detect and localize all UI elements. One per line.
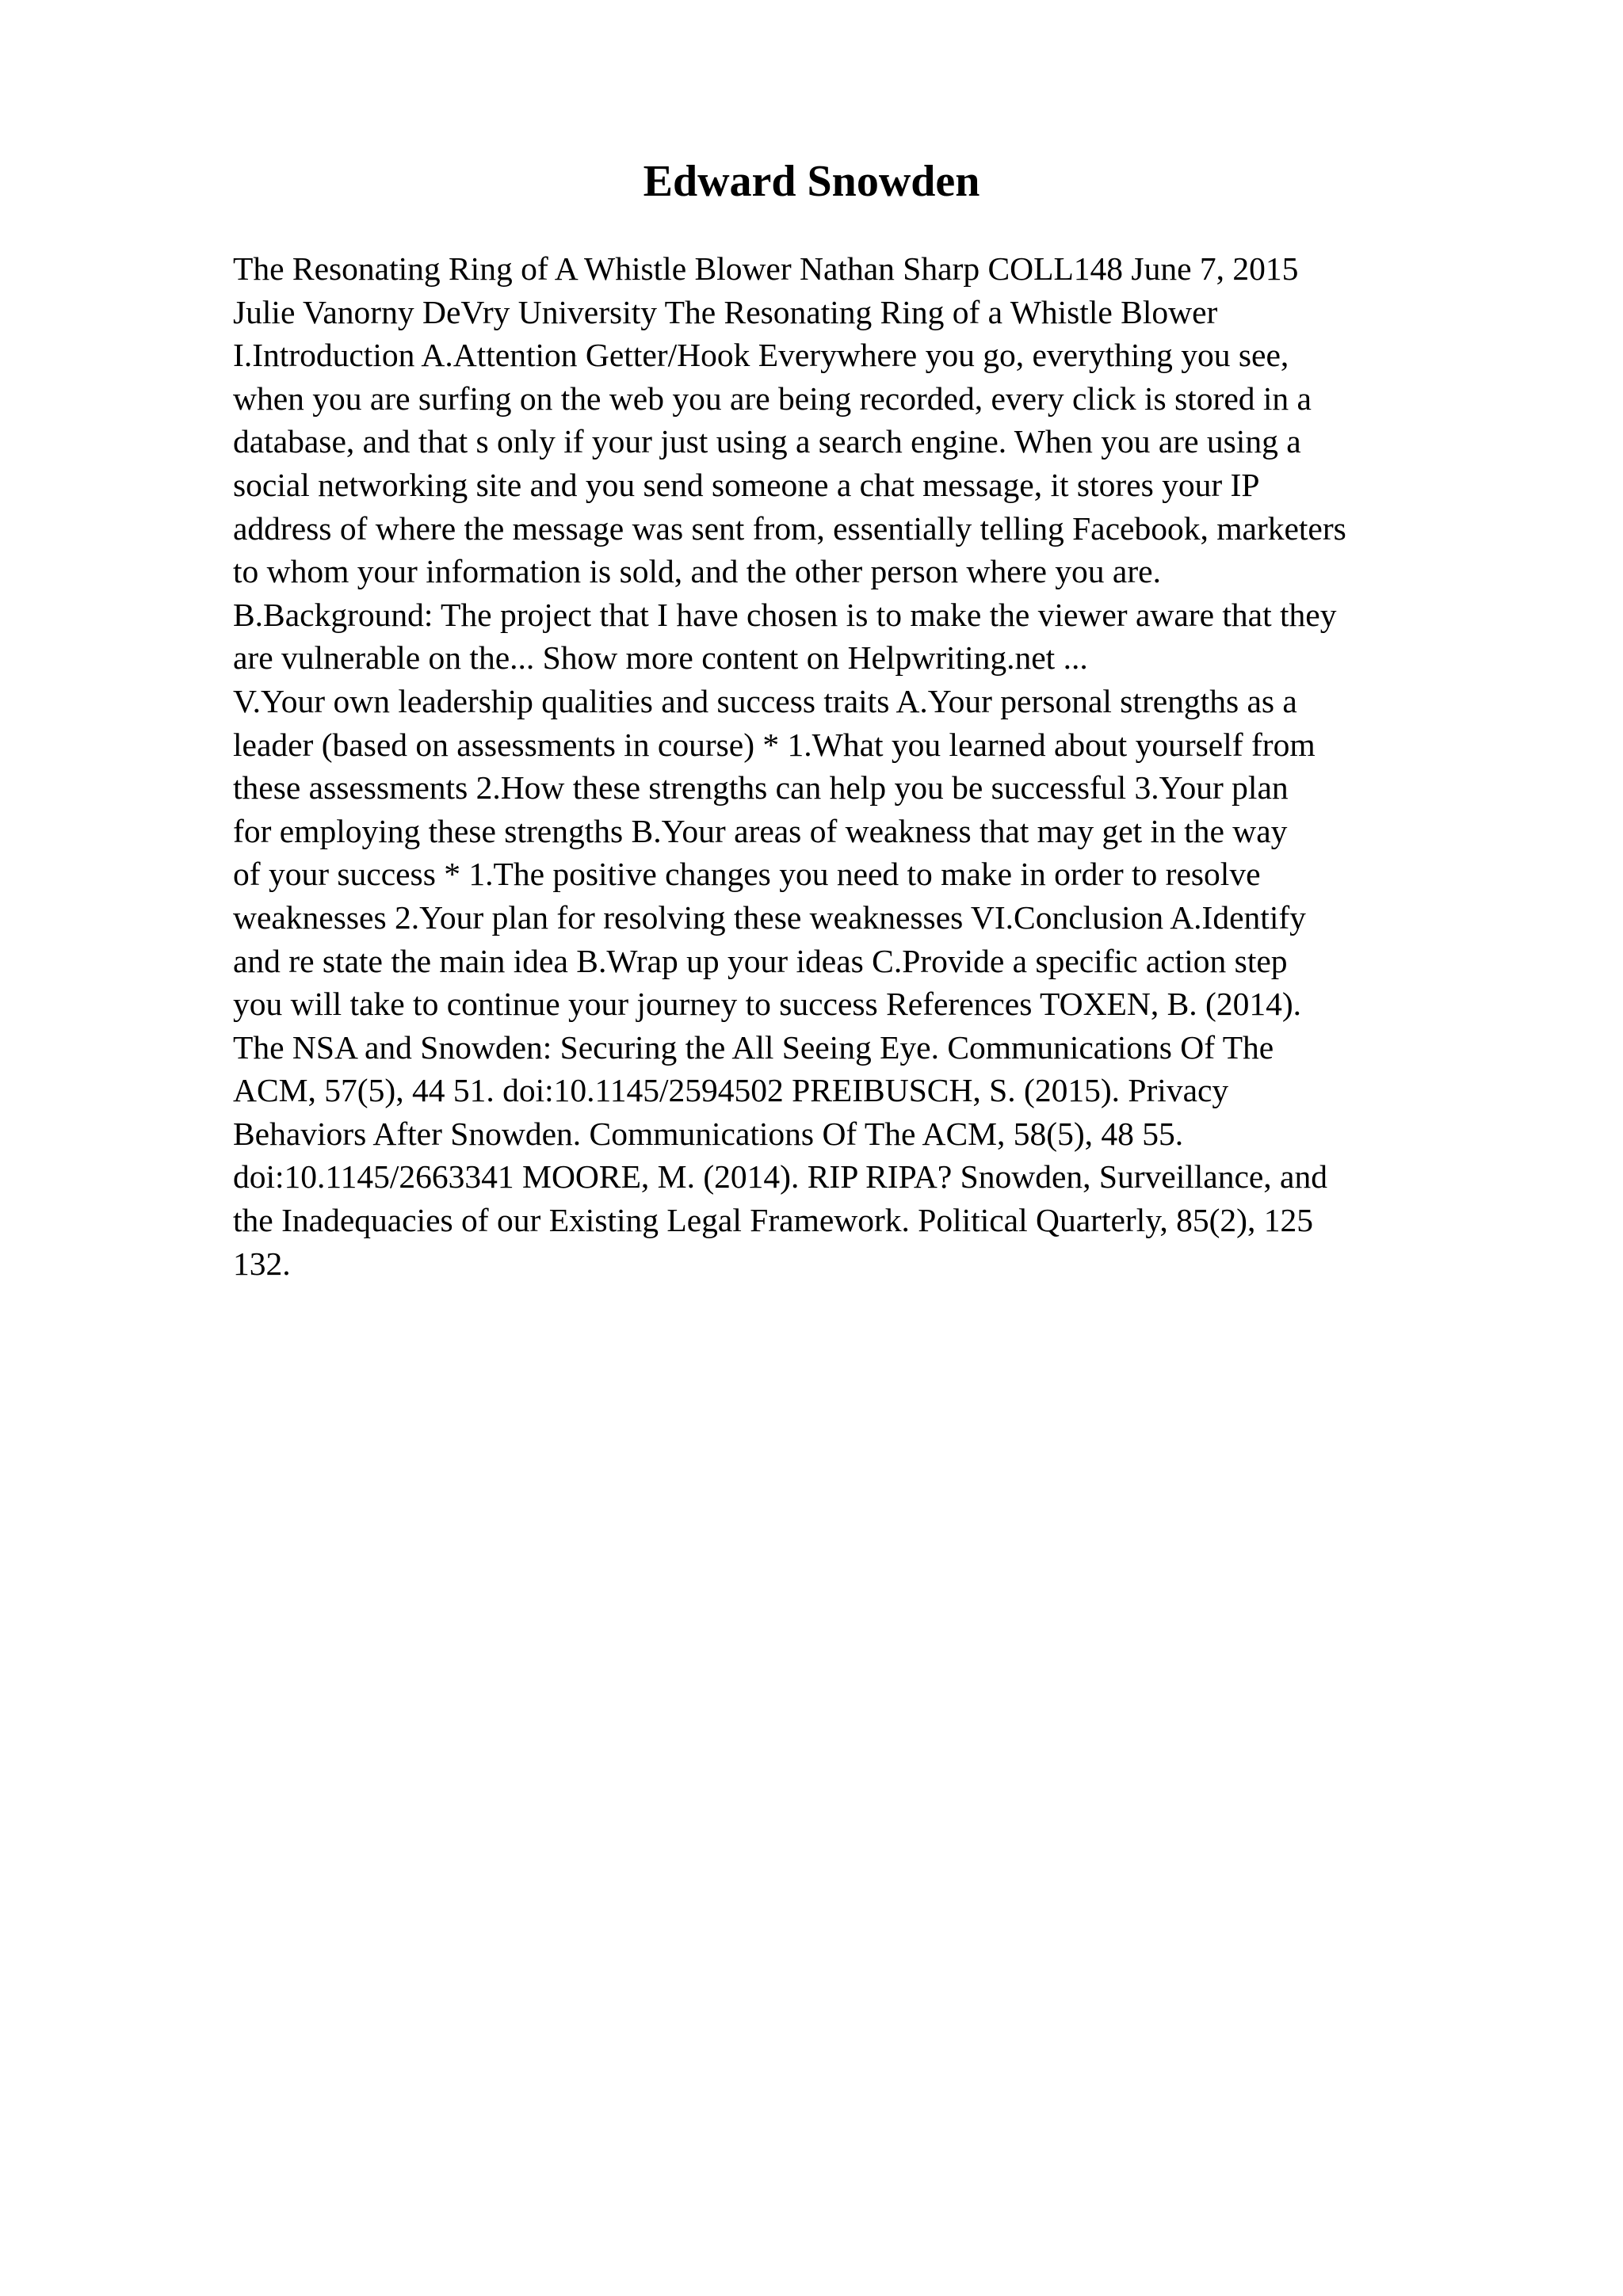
body-line: leader (based on assessments in course) * 1.What you learned about yourself from [233, 726, 1316, 763]
body-line: are vulnerable on the... Show more content on Helpwriting.net ... [233, 639, 1088, 677]
body-line: The NSA and Snowden: Securing the All Seeing Eye. Communications Of The [233, 1028, 1274, 1066]
body-line: when you are surfing on the web you are being recorded, every click is stored in a [233, 379, 1312, 417]
body-line: I.Introduction A.Attention Getter/Hook Everywhere you go, everything you see, [233, 337, 1289, 374]
body-line: database, and that s only if your just using a search engine. When you are using a [233, 423, 1301, 460]
document-body [233, 247, 1501, 1285]
body-line: Behaviors After Snowden. Communications Of The ACM, 58(5), 48 55. [233, 1115, 1184, 1152]
body-line: weaknesses 2.Your plan for resolving these weaknesses VI.Conclusion A.Identify [233, 898, 1306, 936]
body-line: B.Background: The project that I have chosen is to make the viewer aware that they [233, 596, 1337, 633]
body-line: V.Your own leadership qualities and success traits A.Your personal strengths as a [233, 682, 1297, 719]
body-line: and re state the main idea B.Wrap up your ideas C.Provide a specific action step [233, 942, 1288, 979]
body-line: social networking site and you send someone a chat message, it stores your IP [233, 466, 1260, 503]
body-line: the Inadequacies of our Existing Legal Framework. Political Quarterly, 85(2), 125 [233, 1202, 1313, 1239]
body-line: you will take to continue your journey to success References TOXEN, B. (2014). [233, 986, 1302, 1023]
body-line: ACM, 57(5), 44 51. doi:10.1145/2594502 PREIBUSCH, S. (2015). Privacy [233, 1072, 1229, 1109]
body-line: address of where the message was sent from, essentially telling Facebook, marketers [233, 509, 1346, 547]
body-line: to whom your information is sold, and the other person where you are. [233, 553, 1161, 590]
body-line: for employing these strengths B.Your areas of weakness that may get in the way [233, 812, 1288, 849]
body-line: Julie Vanorny DeVry University The Resonating Ring of a Whistle Blower [233, 293, 1218, 330]
body-line: doi:10.1145/2663341 MOORE, M. (2014). RIP RIPA? Snowden, Surveillance, and [233, 1158, 1327, 1196]
body-line: The Resonating Ring of A Whistle Blower Nathan Sharp COLL148 June 7, 2015 [233, 250, 1299, 287]
body-line: 132. [233, 1245, 291, 1282]
document-title: Edward Snowden [643, 157, 980, 206]
body-line: these assessments 2.How these strengths can help you be successful 3.Your plan [233, 769, 1289, 807]
body-line: of your success * 1.The positive changes you need to make in order to resolve [233, 856, 1261, 893]
